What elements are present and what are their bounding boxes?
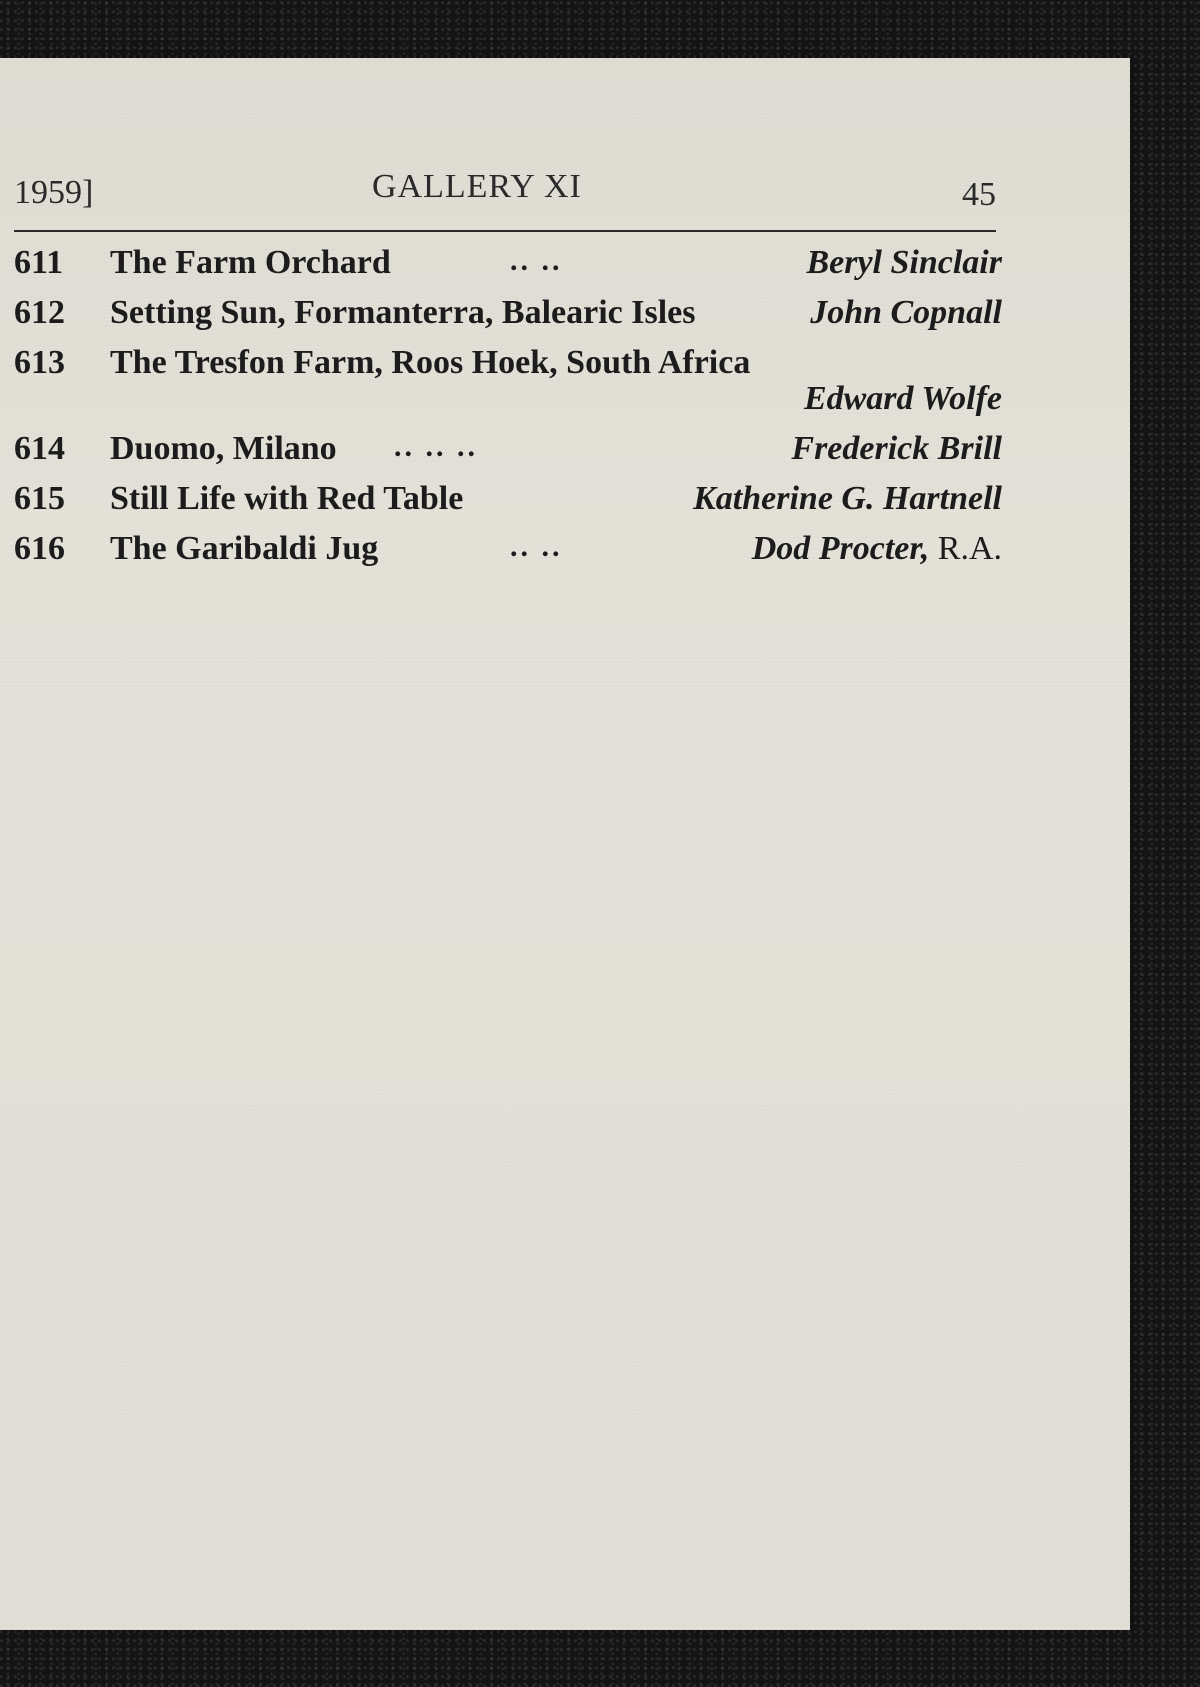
entry-title: The Garibaldi Jug bbox=[110, 530, 379, 567]
page-number: 45 bbox=[962, 176, 996, 213]
page-header bbox=[14, 168, 996, 228]
dot-leaders: .. .. .. bbox=[394, 430, 478, 463]
entry-615 bbox=[14, 480, 1002, 530]
entry-title: The Farm Orchard bbox=[110, 244, 391, 281]
entry-number: 611 bbox=[14, 244, 64, 281]
entry-number: 616 bbox=[14, 530, 65, 567]
entry-613 bbox=[14, 344, 1002, 430]
entry-number: 614 bbox=[14, 430, 65, 467]
entry-number: 612 bbox=[14, 294, 65, 331]
entry-title: Duomo, Milano bbox=[110, 430, 337, 467]
catalogue-page bbox=[0, 58, 1130, 1630]
entry-artist: John Copnall bbox=[810, 294, 1002, 331]
entry-artist: Frederick Brill bbox=[791, 430, 1002, 467]
entry-list bbox=[14, 244, 1002, 580]
dot-leaders: .. .. bbox=[510, 530, 563, 563]
entry-611 bbox=[14, 244, 1002, 294]
entry-artist: Edward Wolfe bbox=[803, 380, 1002, 417]
entry-612 bbox=[14, 294, 1002, 344]
dot-leaders: .. .. bbox=[510, 244, 563, 277]
entry-title: Still Life with Red Table bbox=[110, 480, 464, 517]
entry-artist: Dod Procter, R.A. bbox=[751, 530, 1002, 567]
entry-number: 615 bbox=[14, 480, 65, 517]
entry-614 bbox=[14, 430, 1002, 480]
entry-artist: Katherine G. Hartnell bbox=[693, 480, 1002, 517]
header-title: GALLERY XI bbox=[372, 168, 582, 205]
entry-title: Setting Sun, Formanterra, Balearic Isles bbox=[110, 294, 696, 331]
header-rule bbox=[14, 230, 996, 232]
entry-artist: Beryl Sinclair bbox=[806, 244, 1002, 281]
entry-number: 613 bbox=[14, 344, 65, 381]
header-year: 1959] bbox=[14, 174, 94, 211]
entry-title: The Tresfon Farm, Roos Hoek, South Africa bbox=[110, 344, 751, 381]
entry-616 bbox=[14, 530, 1002, 580]
